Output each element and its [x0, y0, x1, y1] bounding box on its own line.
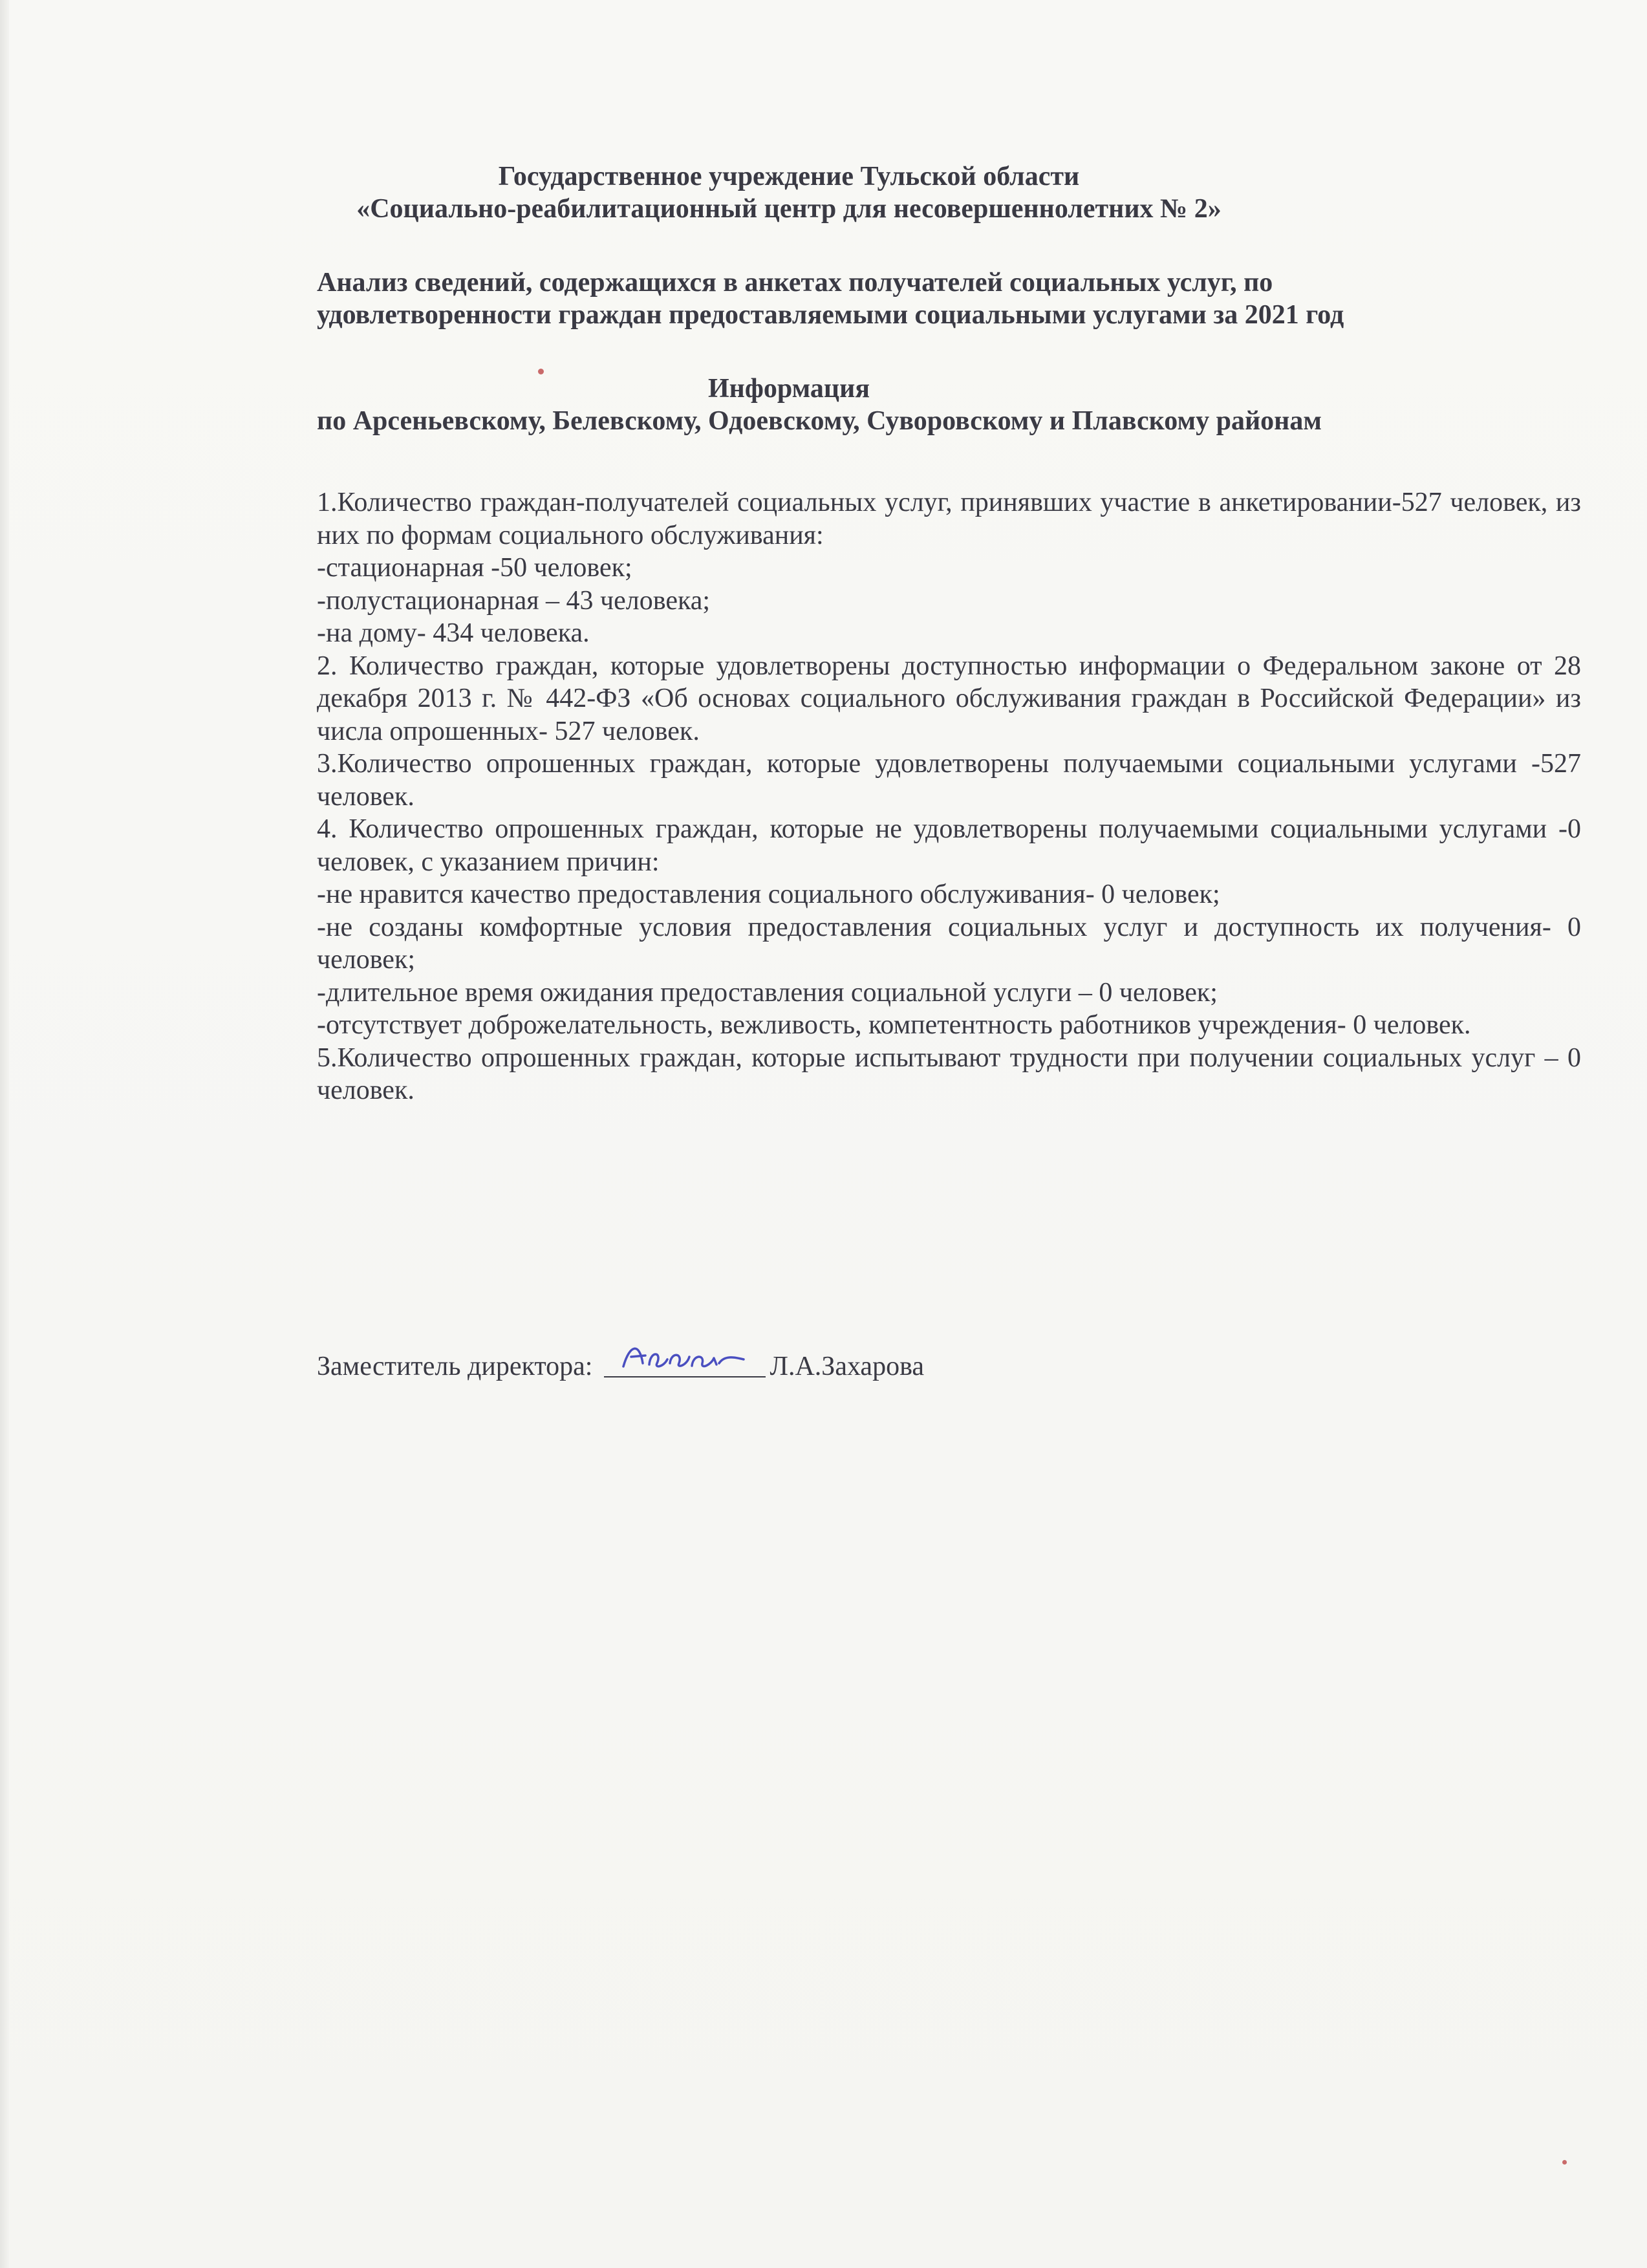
paragraph-stationary: -стационарная -50 человек;: [317, 553, 632, 583]
title-line-1: Анализ сведений, содержащихся в анкетах получателей социальных услуг, по: [317, 268, 1273, 297]
signature-line: [604, 1344, 766, 1377]
signatory-name: Л.А.Захарова: [770, 1352, 924, 1381]
reason-staff: -отсутствует доброжелательность, вежливость, компетентность работников учреждения- 0 человек.: [317, 1010, 1471, 1040]
paragraph-3: 3.Количество опрошенных граждан, которые удовлетворены получаемыми социальными услугами -527 человек.: [317, 749, 1581, 812]
scan-speck: [1562, 2160, 1567, 2165]
info-line-2: по Арсеньевскому, Белевскому, Одоевскому, Суворовскому и Плавскому районам: [317, 406, 1322, 436]
signature-block: [317, 1341, 924, 1383]
paragraph-home: -на дому- 434 человека.: [317, 618, 590, 648]
paragraph-5: 5.Количество опрошенных граждан, которые испытывают трудности при получении социальных услуг – 0 человек.: [317, 1042, 1581, 1105]
org-line-1: Государственное учреждение Тульской области: [498, 162, 1080, 191]
info-line-1: Информация: [707, 374, 870, 404]
scan-speck: [538, 369, 544, 374]
paragraph-2: 2. Количество граждан, которые удовлетворены доступностью информации о Федеральном законе от 28 декабря 2013 г. № 442-ФЗ «Об основах социального обслуживания граждан в Российской Федерации» из числа опрошенных- 527 человек.: [317, 651, 1581, 746]
org-line-2: «Социально-реабилитационный центр для несовершеннолетних № 2»: [356, 194, 1222, 224]
signatory-position: Заместитель директора:: [317, 1352, 593, 1381]
reason-waiting: -длительное время ожидания предоставления социальной услуги – 0 человек;: [317, 977, 1218, 1008]
organization-header: [317, 160, 1261, 225]
scan-edge: [0, 0, 9, 2268]
info-heading: [317, 373, 1322, 437]
paragraph-4: 4. Количество опрошенных граждан, которые не удовлетворены получаемыми социальными услугами -0 человек, с указанием причин:: [317, 814, 1581, 877]
document-body: [317, 486, 1581, 1107]
paragraph-1: 1.Количество граждан-получателей социальных услуг, принявших участие в анкетировании-527 человек, из них по формам социального обслуживания:: [317, 488, 1581, 550]
title-line-2: удовлетворенности граждан предоставляемыми социальными услугами за 2021 год: [317, 300, 1344, 330]
reason-conditions: -не созданы комфортные условия предоставления социальных услуг и доступность их получения- 0 человек;: [317, 912, 1581, 975]
document-title: [317, 266, 1344, 331]
paragraph-semistationary: -полустационарная – 43 человека;: [317, 585, 711, 616]
reason-quality: -не нравится качество предоставления социального обслуживания- 0 человек;: [317, 880, 1220, 909]
handwritten-signature: [617, 1337, 759, 1376]
